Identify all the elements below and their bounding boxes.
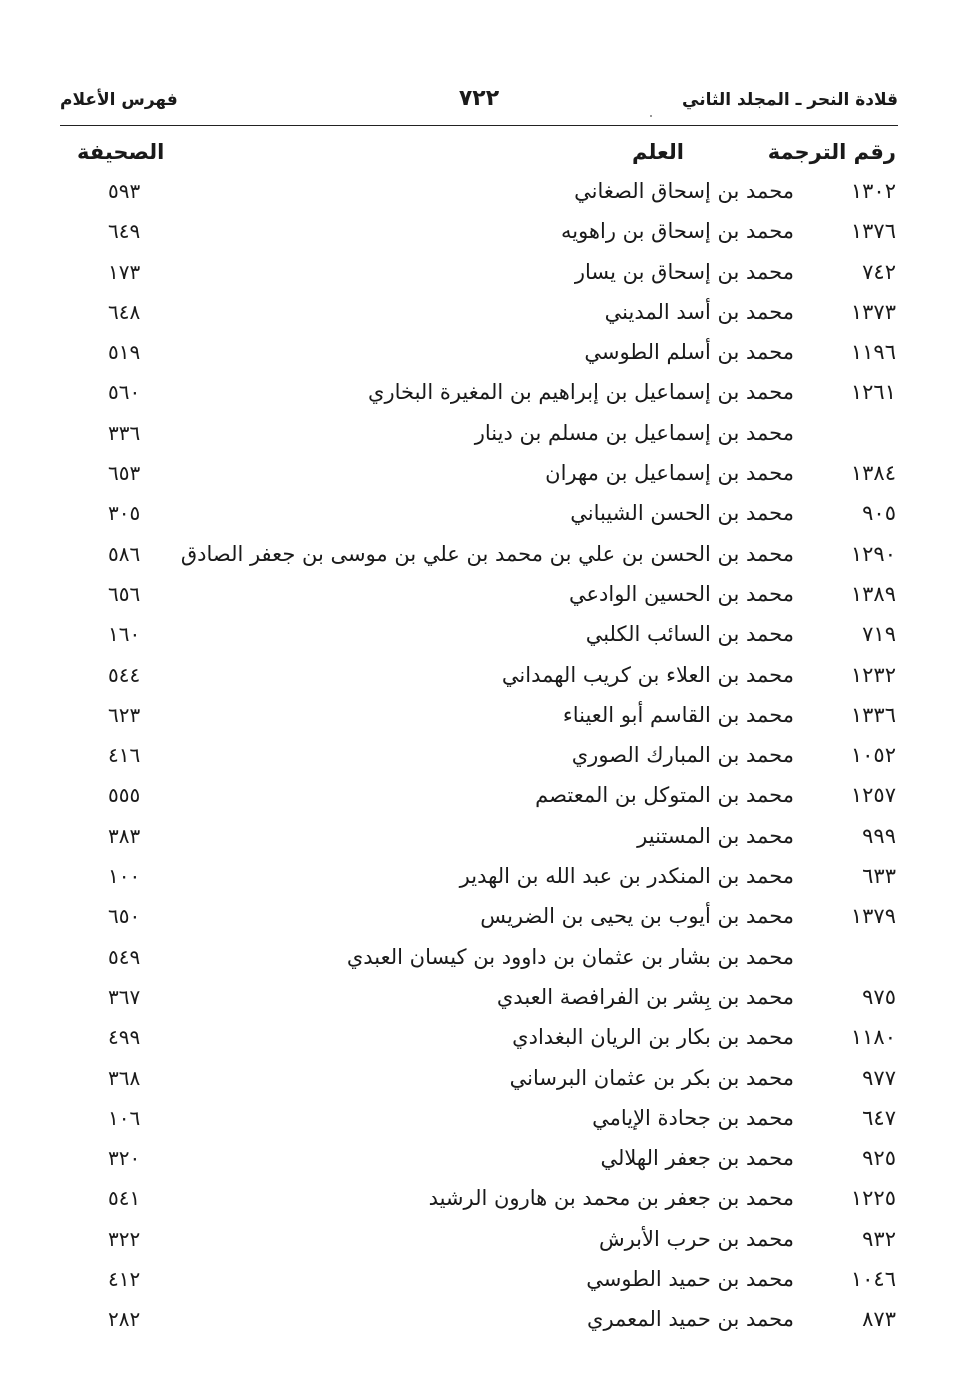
entry-page: ٦٥٦	[108, 581, 141, 606]
entry-name: محمد بن الحسين الوادعي	[569, 581, 794, 606]
entry-number: ٩٢٥	[862, 1146, 896, 1171]
column-header-number: رقم الترجمة	[767, 140, 896, 164]
entry-name: محمد بن المنكدر بن عبد الله بن الهدير	[459, 864, 794, 889]
entry-page: ٥١٩	[108, 340, 141, 365]
entry-number: ١٣٠٢	[850, 179, 896, 203]
entry-name: محمد بن بِشر بن الفرافصة العبدي	[496, 984, 794, 1009]
entry-name: محمد بن بشار بن عثمان بن داوود بن كيسان العبدي	[346, 944, 794, 969]
entry-name: محمد بن جعفر الهلالي	[600, 1146, 794, 1171]
index-row	[0, 660, 956, 700]
entry-number: ٨٧٣	[862, 1307, 896, 1332]
entry-name: محمد بن إسحاق بن يسار	[574, 259, 794, 284]
entry-name: محمد بن أسد المديني	[604, 299, 794, 324]
entry-name: محمد بن أيوب بن يحيى بن الضريس	[480, 904, 794, 929]
entry-number: ١٣٨٩	[850, 581, 896, 606]
entry-name: محمد بن حميد المعمري	[587, 1307, 794, 1332]
entry-name: محمد بن أسلم الطوسي	[584, 340, 794, 365]
entry-name: محمد بن القاسم أبو العيناء	[562, 702, 794, 727]
index-row	[0, 297, 956, 337]
index-row	[0, 377, 956, 417]
entry-number: ٩٧٧	[862, 1065, 896, 1090]
entry-page: ٤٩٩	[108, 1025, 141, 1050]
index-row	[0, 1264, 956, 1304]
index-row	[0, 780, 956, 820]
entry-page: ٣٢٠	[108, 1146, 141, 1171]
entry-page: ٦٤٩	[108, 219, 141, 244]
entry-number: ٩٧٥	[862, 984, 896, 1009]
index-row	[0, 458, 956, 498]
entry-page: ١٠٦	[108, 1105, 141, 1130]
index-row	[0, 216, 956, 256]
index-row	[0, 498, 956, 538]
index-row	[0, 1063, 956, 1103]
entry-name: محمد بن جحادة الإيامي	[592, 1105, 794, 1130]
entry-name: محمد بن بكر بن عثمان البرساني	[509, 1065, 794, 1090]
running-header	[60, 86, 898, 122]
entry-page: ٥٩٣	[108, 179, 141, 203]
entry-number: ١٠٤٦	[850, 1267, 896, 1292]
entry-number: ٦٤٧	[862, 1105, 896, 1130]
print-speck	[650, 115, 652, 117]
entry-name: محمد بن إسماعيل بن مسلم بن دينار	[474, 420, 794, 445]
index-row	[0, 861, 956, 901]
entry-name: محمد بن إسماعيل بن مهران	[545, 461, 794, 486]
entry-number: ١١٨٠	[850, 1025, 896, 1050]
entry-name: محمد بن الحسن بن علي بن محمد بن علي بن موسى بن جعفر الصادق	[180, 541, 794, 566]
entry-page: ٣٨٣	[108, 823, 141, 848]
entry-page: ٥٤٩	[108, 944, 141, 969]
entry-name: محمد بن السائب الكلبي	[585, 622, 794, 647]
index-row	[0, 1143, 956, 1183]
entry-name: محمد بن حميد الطوسي	[586, 1267, 794, 1292]
entry-page: ٣٠٥	[108, 501, 141, 526]
entry-number: ١٣٧٦	[850, 219, 896, 244]
header-rule	[60, 125, 898, 126]
index-row	[0, 619, 956, 659]
entry-number: ١٢٩٠	[850, 541, 896, 566]
entry-number: ١٣٣٦	[850, 702, 896, 727]
entry-name: محمد بن بكار بن الريان البغدادي	[512, 1025, 794, 1050]
entry-page: ٣٦٧	[108, 984, 141, 1009]
entry-number: ١٣٧٣	[850, 299, 896, 324]
index-row	[0, 1183, 956, 1223]
entry-page: ٥٦٠	[108, 380, 141, 405]
entry-number: ٧١٩	[862, 622, 896, 647]
entry-number: ١٢٦١	[850, 380, 896, 405]
entry-name: محمد بن إسحاق الصغاني	[574, 179, 794, 203]
entry-number: ١٢٥٧	[850, 783, 896, 808]
entry-name: محمد بن العلاء بن كريب الهمداني	[501, 662, 794, 687]
entry-name: محمد بن المبارك الصوري	[571, 743, 794, 768]
column-header-name: العلم	[632, 140, 684, 164]
entry-number: ١٢٢٥	[850, 1186, 896, 1211]
column-header-page: الصحيفة	[77, 140, 165, 164]
entry-number: ١١٩٦	[850, 340, 896, 365]
book-title: قلادة النحر ـ المجلد الثاني	[682, 90, 898, 110]
entry-number: ٩٠٥	[862, 501, 896, 526]
index-row	[0, 176, 956, 216]
entry-number: ٩٣٢	[862, 1226, 896, 1251]
entry-number: ٩٩٩	[862, 823, 896, 848]
index-row	[0, 901, 956, 941]
entry-number: ١٠٥٢	[850, 743, 896, 768]
entry-number: ١٢٣٢	[850, 662, 896, 687]
index-row	[0, 1304, 956, 1344]
entry-number: ١٣٨٤	[850, 461, 896, 486]
index-row	[0, 982, 956, 1022]
entry-page: ٣٦٨	[108, 1065, 141, 1090]
entry-page: ٤١٦	[108, 743, 141, 768]
entry-name: محمد بن إسماعيل بن إبراهيم بن المغيرة البخاري	[368, 380, 794, 405]
entry-page: ١٧٣	[108, 259, 141, 284]
entry-page: ٣٣٦	[108, 420, 141, 445]
index-row	[0, 821, 956, 861]
entry-page: ٥٨٦	[108, 541, 141, 566]
index-row	[0, 1103, 956, 1143]
index-row	[0, 539, 956, 579]
index-entries	[0, 176, 956, 1345]
entry-page: ٣٢٢	[108, 1226, 141, 1251]
index-row	[0, 579, 956, 619]
entry-name: محمد بن المستنير	[637, 823, 794, 848]
index-row	[0, 418, 956, 458]
index-row	[0, 700, 956, 740]
entry-name: محمد بن حرب الأبرش	[598, 1226, 794, 1251]
section-title: فهرس الأعلام	[60, 90, 178, 110]
entry-page: ٤١٢	[108, 1267, 141, 1292]
entry-page: ٥٥٥	[108, 783, 141, 808]
entry-number: ٦٣٣	[862, 864, 896, 889]
entry-name: محمد بن جعفر بن محمد بن هارون الرشيد	[428, 1186, 794, 1211]
page-number: ٧٢٢	[458, 86, 500, 111]
index-row	[0, 740, 956, 780]
entry-page: ٦٢٣	[108, 702, 141, 727]
entry-number: ١٣٧٩	[850, 904, 896, 929]
entry-page: ٢٨٢	[108, 1307, 141, 1332]
index-row	[0, 942, 956, 982]
entry-page: ٦٥٣	[108, 461, 141, 486]
entry-page: ٦٤٨	[108, 299, 141, 324]
entry-page: ١٠٠	[108, 864, 141, 889]
entry-number: ٧٤٢	[862, 259, 896, 284]
index-row	[0, 1022, 956, 1062]
entry-page: ٥٤٤	[108, 662, 141, 687]
entry-name: محمد بن المتوكل بن المعتصم	[535, 783, 794, 808]
entry-page: ٦٥٠	[108, 904, 141, 929]
entry-name: محمد بن إسحاق بن راهويه	[560, 219, 794, 244]
entry-name: محمد بن الحسن الشيباني	[570, 501, 794, 526]
index-row	[0, 1224, 956, 1264]
entry-page: ٥٤١	[108, 1186, 141, 1211]
index-row	[0, 337, 956, 377]
entry-page: ١٦٠	[108, 622, 141, 647]
index-row	[0, 257, 956, 297]
